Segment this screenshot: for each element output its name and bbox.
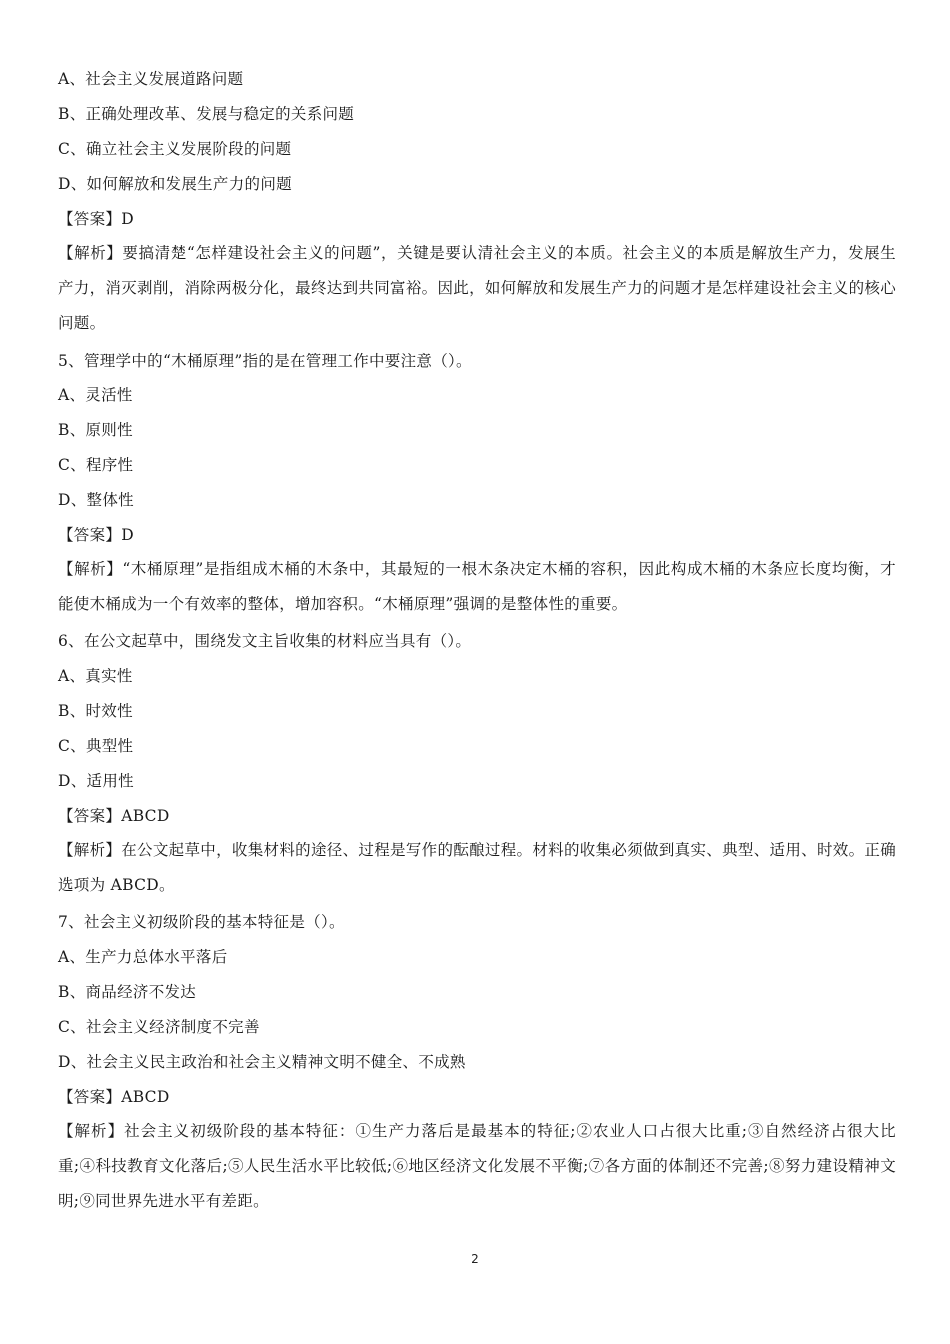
q4-answer: 【答案】D — [58, 210, 134, 228]
q4-option-d: D、如何解放和发展生产力的问题 — [58, 175, 292, 193]
q7-option-c: C、社会主义经济制度不完善 — [58, 1018, 260, 1036]
q5-option-b: B、原则性 — [58, 421, 133, 439]
q6-answer: 【答案】ABCD — [58, 807, 170, 825]
q6-option-a: A、真实性 — [58, 667, 133, 685]
q6-option-b: B、时效性 — [58, 702, 133, 720]
q4-option-a: A、社会主义发展道路问题 — [58, 70, 244, 88]
q6-option-d: D、适用性 — [58, 772, 134, 790]
q6-question: 6、在公文起草中，围绕发文主旨收集的材料应当具有（）。 — [58, 632, 472, 650]
q7-option-b: B、商品经济不发达 — [58, 983, 197, 1001]
q5-question: 5、管理学中的“木桶原理”指的是在管理工作中要注意（）。 — [58, 352, 472, 370]
q7-analysis: 【解析】社会主义初级阶段的基本特征：①生产力落后是最基本的特征;②农业人口占很大比重;③自然经济占很大比重;④科技教育文化落后;⑤人民生活水平比较低;⑥地区经济文化发展不平衡;⑦各方面的体制还不完善;⑧努力建设精神文明;⑨同世界先进水平有差距。 — [58, 1122, 896, 1210]
q6-analysis: 【解析】在公文起草中，收集材料的途径、过程是写作的酝酿过程。材料的收集必须做到真实、典型、适用、时效。正确选项为 ABCD。 — [58, 841, 896, 894]
q7-option-d: D、社会主义民主政治和社会主义精神文明不健全、不成熟 — [58, 1053, 466, 1071]
q5-option-c: C、程序性 — [58, 456, 134, 474]
q4-option-c: C、确立社会主义发展阶段的问题 — [58, 140, 292, 158]
q5-option-a: A、灵活性 — [58, 386, 133, 404]
q7-question: 7、社会主义初级阶段的基本特征是（）。 — [58, 913, 345, 931]
q4-option-b: B、正确处理改革、发展与稳定的关系问题 — [58, 105, 355, 123]
q5-answer: 【答案】D — [58, 526, 134, 544]
q4-analysis: 【解析】要搞清楚“怎样建设社会主义的问题”，关键是要认清社会主义的本质。社会主义的本质是解放生产力，发展生产力，消灭剥削，消除两极分化，最终达到共同富裕。因此，如何解放和发展生产力的问题才是怎样建设社会主义的核心问题。 — [58, 244, 896, 332]
page-number: 2 — [471, 1252, 479, 1266]
q5-analysis: 【解析】“木桶原理”是指组成木桶的木条中，其最短的一根木条决定木桶的容积，因此构成木桶的木条应长度均衡，才能使木桶成为一个有效率的整体，增加容积。“木桶原理”强调的是整体性的重要。 — [58, 560, 896, 613]
q6-option-c: C、典型性 — [58, 737, 134, 755]
q7-answer: 【答案】ABCD — [58, 1088, 170, 1106]
q5-option-d: D、整体性 — [58, 491, 134, 509]
q7-option-a: A、生产力总体水平落后 — [58, 948, 228, 966]
